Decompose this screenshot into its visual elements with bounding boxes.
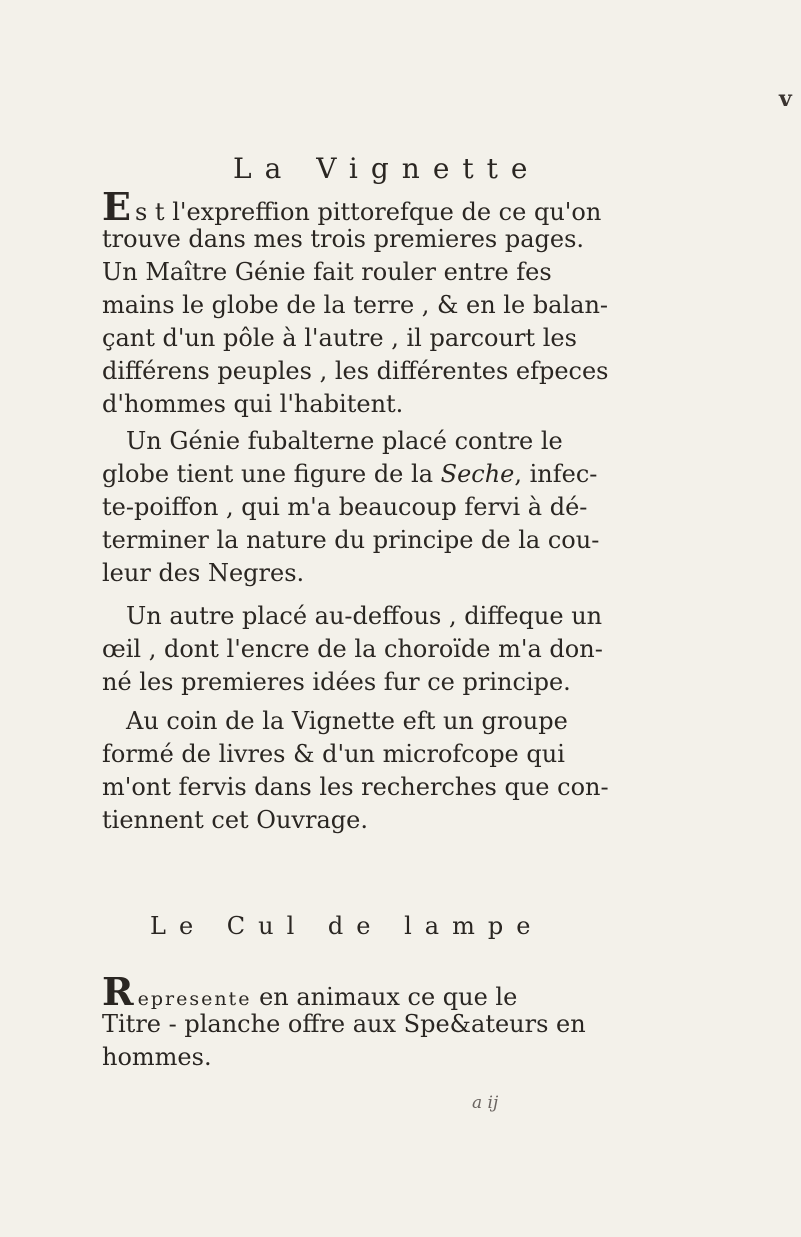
text-line: né les premieres idées fur ce principe. xyxy=(102,668,571,696)
section-heading-vignette xyxy=(233,152,540,185)
paragraph-2 xyxy=(102,425,702,590)
text-line: Represente en animaux ce que le xyxy=(102,969,518,1014)
small-caps-word: epresente xyxy=(137,988,252,1010)
section-heading-cul-de-lampe-text: Le Cul de lampe xyxy=(150,912,544,940)
text-line: leur des Negres. xyxy=(102,559,305,587)
text-line: terminer la nature du principe de la cou- xyxy=(102,526,600,554)
paragraph-3 xyxy=(102,600,702,699)
text-line: m'ont fervis dans les recherches que con- xyxy=(102,773,609,801)
paragraph-1 xyxy=(102,184,702,421)
text-line: Titre - planche offre aux Spe&ateurs en xyxy=(102,1010,586,1038)
section-heading-vignette-text: La Vignette xyxy=(233,152,541,185)
text-line: différens peuples , les différentes efpeces xyxy=(102,357,609,385)
text-line: Un Génie fubalterne placé contre le xyxy=(126,427,563,455)
page-mark: v xyxy=(779,86,792,112)
section-heading-cul-de-lampe xyxy=(150,912,543,940)
text-line: d'hommes qui l'habitent. xyxy=(102,390,404,418)
text-line: Un autre placé au-deffous , diffeque un xyxy=(126,602,603,630)
italic-term: Seche xyxy=(440,460,515,488)
text-line: trouve dans mes trois premieres pages. xyxy=(102,225,585,253)
signature-mark: a ij xyxy=(472,1093,499,1113)
text-line: Es t l'expreffion pittorefque de ce qu'on xyxy=(102,184,602,229)
text-line: tiennent cet Ouvrage. xyxy=(102,806,368,834)
drop-cap: E xyxy=(102,184,131,229)
text-line: Au coin de la Vignette eft un groupe xyxy=(126,707,568,735)
paragraph-4 xyxy=(102,705,702,837)
text-line: œil , dont l'encre de la choroïde m'a don- xyxy=(102,635,603,663)
text-line: çant d'un pôle à l'autre , il parcourt les xyxy=(102,324,577,352)
text-line: hommes. xyxy=(102,1043,212,1071)
drop-cap: R xyxy=(102,969,134,1014)
text-line: te-poiffon , qui m'a beaucoup fervi à dé- xyxy=(102,493,588,521)
text-line: mains le globe de la terre , & en le balan- xyxy=(102,291,609,319)
paragraph-cul-de-lampe xyxy=(102,969,702,1074)
text-line: Un Maître Génie fait rouler entre fes xyxy=(102,258,552,286)
text-line: globe tient une figure de la Seche, infec- xyxy=(102,460,598,488)
text-line: formé de livres & d'un microfcope qui xyxy=(102,740,565,768)
